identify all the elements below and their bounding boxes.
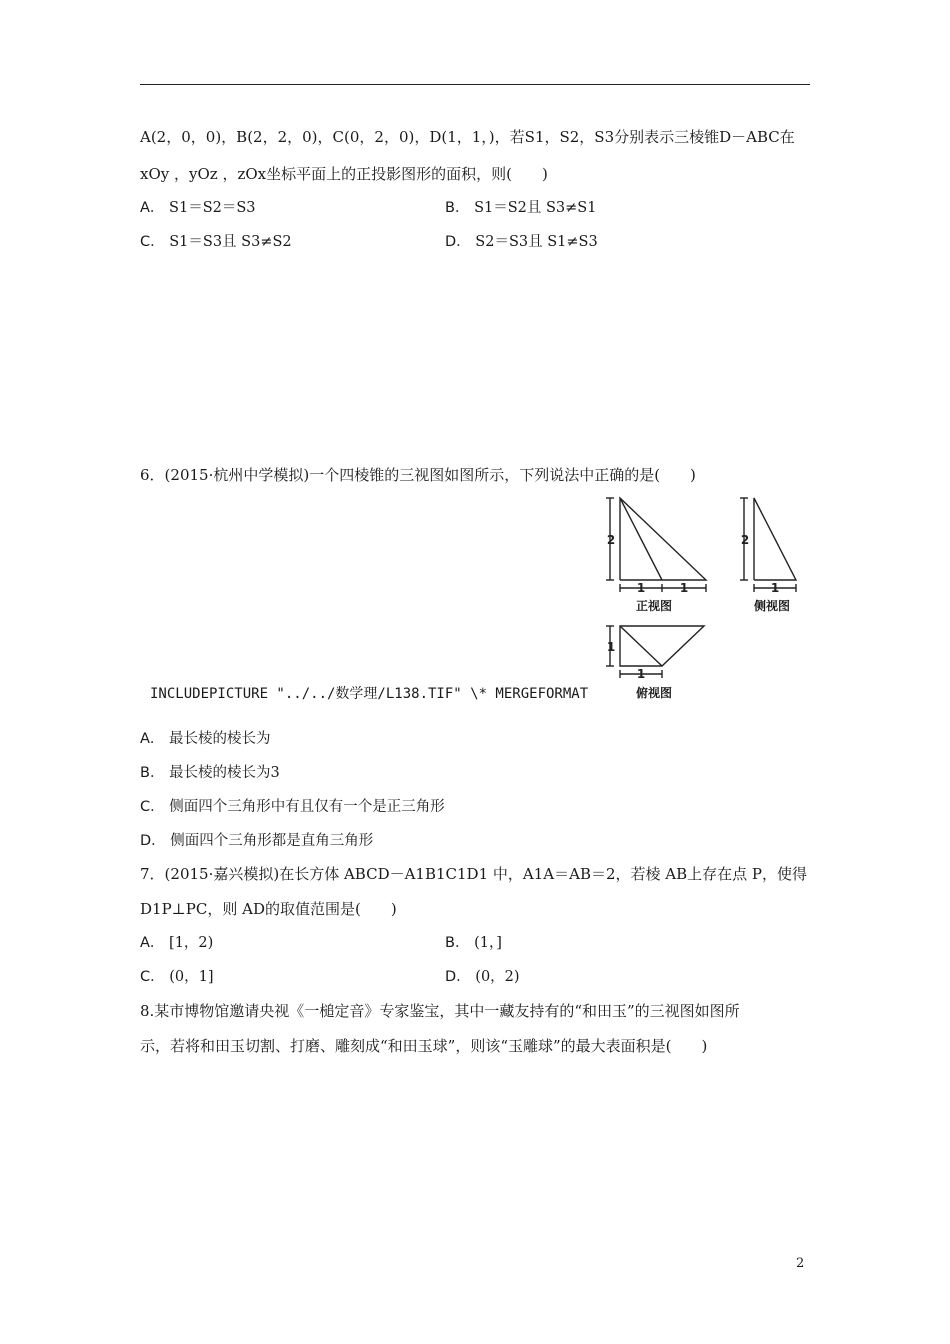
q7-line1: 7．(2015·嘉兴模拟)在长方体 ABCD－A1B1C1D1 中，A1A＝AB＝2，若棱 AB上存在点 P，使得: [140, 865, 807, 883]
front-height-label: 2: [606, 533, 616, 547]
header-rule: [140, 84, 810, 85]
q6-option-b[interactable]: B． 最长棱的棱长为3: [140, 765, 280, 781]
q5-point-d: D(1，1，)，若: [429, 128, 525, 146]
q7-line2: D1P⊥PC，则 AD的取值范围是( ): [140, 900, 397, 918]
q5-point-b: B(2，2，0)，: [236, 128, 333, 146]
page-number: 2: [796, 1256, 805, 1271]
top-view-label: 俯视图: [635, 686, 672, 700]
q6-option-d[interactable]: D． 侧面四个三角形都是直角三角形: [140, 833, 374, 849]
q7-option-b[interactable]: B． (1，]: [445, 935, 502, 951]
side-height-label: 2: [740, 533, 750, 547]
q7-option-a[interactable]: A． [1，2): [140, 935, 214, 951]
top-height-label: 1: [606, 640, 616, 654]
q5-option-a[interactable]: A． S1＝S2＝S3: [140, 200, 256, 216]
q5-areas: S1，S2，S3分别表示三棱锥: [524, 128, 720, 146]
q7-option-d[interactable]: D． (0，2): [445, 969, 520, 985]
q5-point-a: A(2，0，0)，: [140, 128, 237, 146]
q5-point-c: C(0，2，0)，: [332, 128, 430, 146]
q6-option-a[interactable]: A． 最长棱的棱长为: [140, 731, 271, 747]
include-picture-field: INCLUDEPICTURE "../../数学理/L138.TIF" \* MERGEFORMAT: [150, 686, 589, 702]
q5-option-d[interactable]: D． S2＝S3且 S1≠S3: [445, 234, 598, 250]
top-width-label: 1: [636, 667, 646, 681]
q8-line2: 示，若将和田玉切割、打磨、雕刻成“和田玉球”，则该“玉雕球”的最大表面积是( ): [140, 1037, 708, 1055]
q6-option-c[interactable]: C． 侧面四个三角形中有且仅有一个是正三角形: [140, 799, 445, 815]
front-view-label: 正视图: [635, 599, 672, 613]
three-view-figure: [598, 490, 818, 700]
front-width-label-1: 1: [636, 581, 646, 595]
q7-option-c[interactable]: C． (0，1]: [140, 969, 214, 985]
side-width-label: 1: [770, 581, 780, 595]
q6-stem: 6．(2015·杭州中学模拟)一个四棱锥的三视图如图所示，下列说法中正确的是( ): [140, 466, 696, 484]
q5-line1: [140, 127, 795, 147]
front-width-label-2: 1: [679, 581, 689, 595]
q5-line2: xOy ，yOz ，zOx坐标平面上的正投影图形的面积，则( ): [140, 165, 548, 183]
side-view-label: 侧视图: [753, 599, 790, 613]
q5-tetra: D－ABC在: [719, 128, 795, 146]
top-view-drawing: [606, 626, 704, 678]
q8-line1: 8.某市博物馆邀请央视《一槌定音》专家鉴宝，其中一藏友持有的“和田玉”的三视图如图所: [140, 1002, 740, 1020]
q5-option-b[interactable]: B． S1＝S2且 S3≠S1: [445, 200, 597, 216]
q5-option-c[interactable]: C． S1＝S3且 S3≠S2: [140, 234, 292, 250]
front-view-drawing: [606, 498, 706, 592]
